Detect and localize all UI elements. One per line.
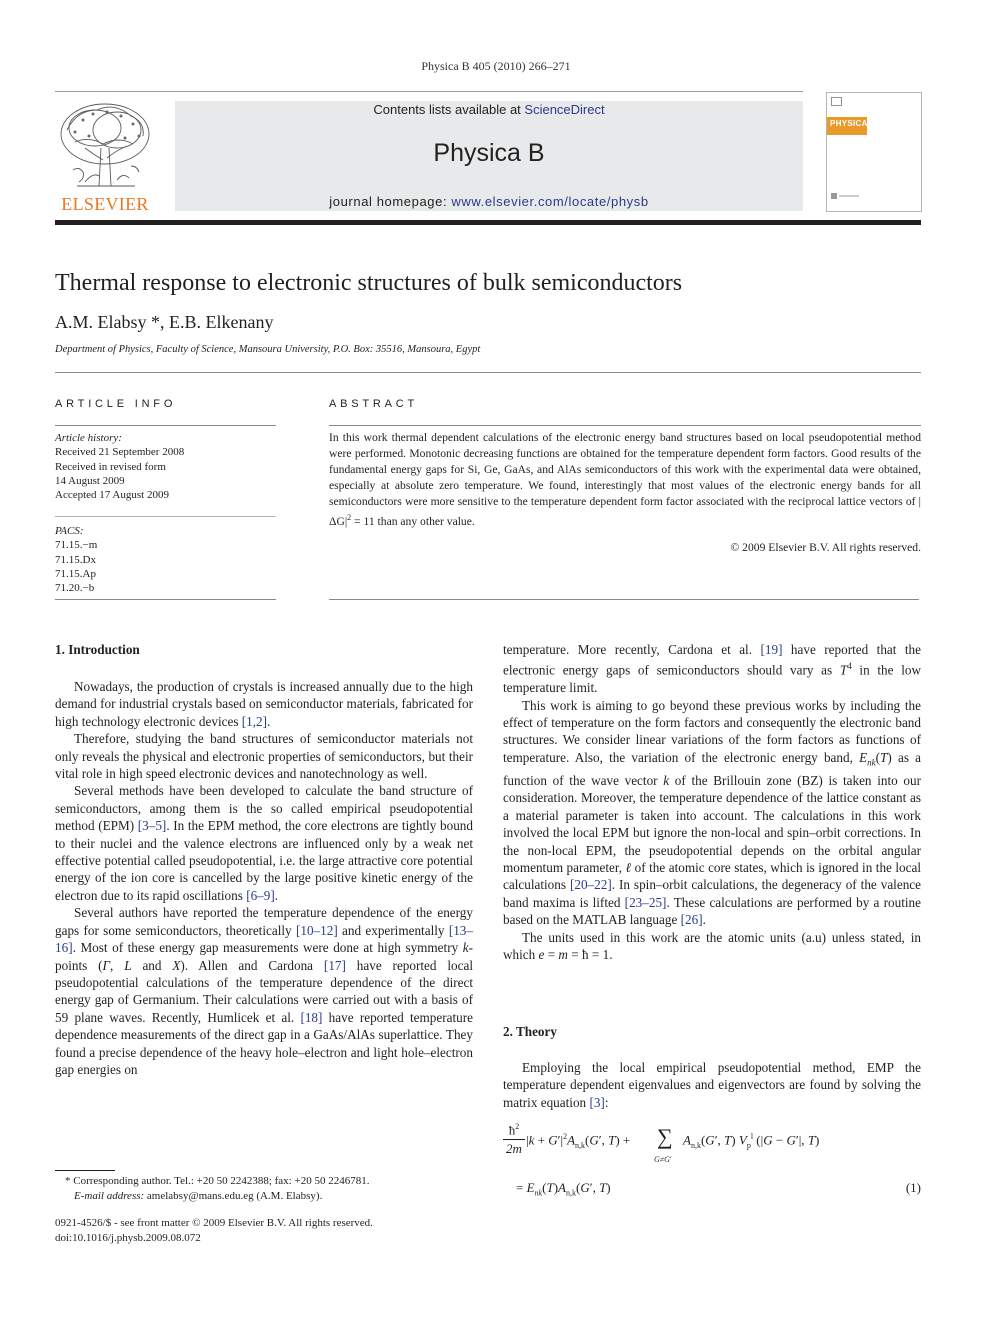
history-label: Article history: [55, 432, 122, 444]
issn-line: 0921-4526/$ - see front matter © 2009 Elsevier B.V. All rights reserved. [55, 1217, 373, 1229]
history-item: 14 August 2009 [55, 474, 125, 487]
history-item: Accepted 17 August 2009 [55, 489, 169, 502]
intro-heading: 1. Introduction [55, 642, 140, 657]
footnote [55, 1174, 369, 1203]
elsevier-wordmark: ELSEVIER [61, 194, 149, 214]
abstract-copyright: © 2009 Elsevier B.V. All rights reserved. [730, 541, 921, 554]
header-thick-rule [55, 220, 921, 225]
author-affiliation: Department of Physics, Faculty of Science, Mansoura University, P.O. Box: 35516, Mansoura, Egypt [55, 344, 481, 355]
article-info-rule [55, 425, 276, 426]
theory-heading: 2. Theory [503, 1024, 557, 1039]
article-title: Thermal response to electronic structures of bulk semiconductors [55, 270, 683, 296]
article-authors: A.M. Elabsy *, E.B. Elkenany [55, 312, 274, 332]
article-info-bottom-rule [55, 599, 276, 600]
article-info-heading: ARTICLE INFO [55, 398, 177, 410]
history-rule [55, 516, 276, 517]
corresponding-author-note: * Corresponding author. Tel.: +20 50 2242388; fax: +20 50 2246781. [65, 1175, 370, 1187]
intro-column-left: Nowadays, the production of crystals is increased annually due to the high demand for industrial crystals based on semiconductor materials, fabricated for high technology electronic devices [1,2]. Therefore, studying the band structures of semiconductor materials not only reveals the physical and electronic properties of semiconductors, but their vital role in high speed electronic devices and nanotechnology as well. Several methods have been developed to calculate the band structure of semiconductors, among them is the so called empirical pseudopotential method (EPM) [3–5]. In the EPM method, the core electrons are tightly bound to their nuclei and the valence electrons are influenced only by a weak net effective potential called pseudopotential, i.e. the large attractive core potential energy of the ion core is cancelled by the large positive kinetic energy of the electron due to its rapid oscillations [6–9]. Several authors have reported the temperature dependence of the energy gaps for some semiconductors, theoretically [10–12] and experimentally [13–16]. Most of these energy gap measurements were done at high symmetry k-points (Γ, L and X). Allen and Cardona [17] have reported local pseudopotential calculations of the temperature dependence of the direct energy gap of Germanium. Their calculations were carried out with a basis of 59 plane waves. Recently, Humlicek et al. [18] have reported temperature dependence measurements of the direct gap in a GaAs/AlAs superlattice. They found a precise dependence of the heavy hole–electron and light hole–electron gap energies on [55, 679, 473, 1077]
journal-banner [175, 101, 803, 211]
abstract-heading: ABSTRACT [329, 398, 419, 410]
contents-line: Contents lists available at ScienceDirect [373, 102, 605, 117]
footnote-rule [55, 1170, 115, 1171]
sciencedirect-link[interactable]: ScienceDirect [524, 102, 605, 117]
cover-logo-icon [831, 97, 843, 107]
intro-column-right: temperature. More recently, Cardona et al. [19] have reported that the electronic energy gaps of semiconductors should vary as $T^4$ in the low temperature limit. This work is aiming to go beyond these previous works by including the effect of temperature on the form factors and consequently the electronic band structures. We consider linear variations of the form factors as functions of temperature. Also, the variation of the electronic energy band, $E_{nk}(T)$ as a function of the wave vector k of the Brillouin zone (BZ) is taken into our consideration. Moreover, the temperature dependence of the lattice constant as a material parameter is taken into account. The calculations in this work involved the local EPM but ignore the non-local and spin–orbit corrections. In the non-local EPM, the pseudopotential depends on the orbital angular momentum parameter, ℓ of the atomic core states, which is ignored in the local calculations [20–22]. In spin–orbit calculations, the degeneracy of the valence band maxima is lifted [23–25]. These calculations are performed by a routine based on the MATLAB language [26]. The units used in this work are the atomic units (a.u) unless stated, in which e = m = ħ = 1. [503, 642, 922, 962]
cover-stripe: PHYSICA [827, 117, 867, 135]
abstract-bottom-rule [329, 599, 919, 600]
pacs-item: 71.15.Dx [55, 553, 96, 566]
history-item: Received in revised form [55, 460, 166, 473]
pacs-item: 71.20.−b [55, 582, 95, 595]
equation-number: (1) [905, 1180, 921, 1195]
pacs-item: 71.15.−m [55, 539, 98, 552]
header-rule [55, 91, 803, 92]
journal-title: Physica B [433, 139, 545, 167]
equation-1-line1: $ħ^2$ 2m $|k + G'|^2A_{n,k}(G'$, T) + ∑ G≠G′ $A_{n,k}(G'$, T) $V_p^l$ (|G − G′|, T) [503, 1122, 921, 1170]
abstract-rule [329, 425, 921, 426]
elsevier-tree-logo [55, 100, 155, 192]
theory-text: Employing the local empirical pseudopotential method, EMP the temperature dependent eigenvalues and eigenvectors are found by solving the matrix equation [3]: [503, 1060, 921, 1110]
journal-citation: Physica B 405 (2010) 266–271 [421, 59, 571, 73]
homepage-link[interactable]: www.elsevier.com/locate/physb [451, 194, 649, 209]
homepage-line: journal homepage: www.elsevier.com/locate/physb [329, 194, 649, 209]
title-block-rule [55, 372, 921, 373]
article-history [55, 431, 184, 502]
pacs-block [55, 524, 97, 595]
pacs-label: PACS: [55, 525, 84, 537]
history-item: Received 21 September 2008 [55, 446, 185, 459]
doi-line[interactable]: doi:10.1016/j.physb.2009.08.072 [55, 1231, 201, 1244]
journal-cover-thumbnail [826, 92, 922, 212]
cover-footer-icon [831, 191, 861, 201]
email-note: E-mail address: amelabsy@mans.edu.eg (A.M. Elabsy). [74, 1189, 323, 1202]
pacs-item: 71.15.Ap [55, 567, 96, 580]
front-matter-info [55, 1216, 373, 1245]
abstract-text: In this work thermal dependent calculations of the electronic energy band structures based on local pseudopotential method were performed. Monotonic decreasing functions are obtained for the temperature dependent form factors. Good results of the fundamental energy gaps for Si, Ge, GaAs, and AlAs semiconductors of this work with the experimental data were obtained, especially at absolute zero temperature. We found, interestingly that most values of the electronic energy bands for all semiconductors were more sensitive to the temperature dependent form factor associated with the reciprocal lattice vectors of $|\Delta G|^2 = 11$ than any other value. [329, 431, 921, 528]
